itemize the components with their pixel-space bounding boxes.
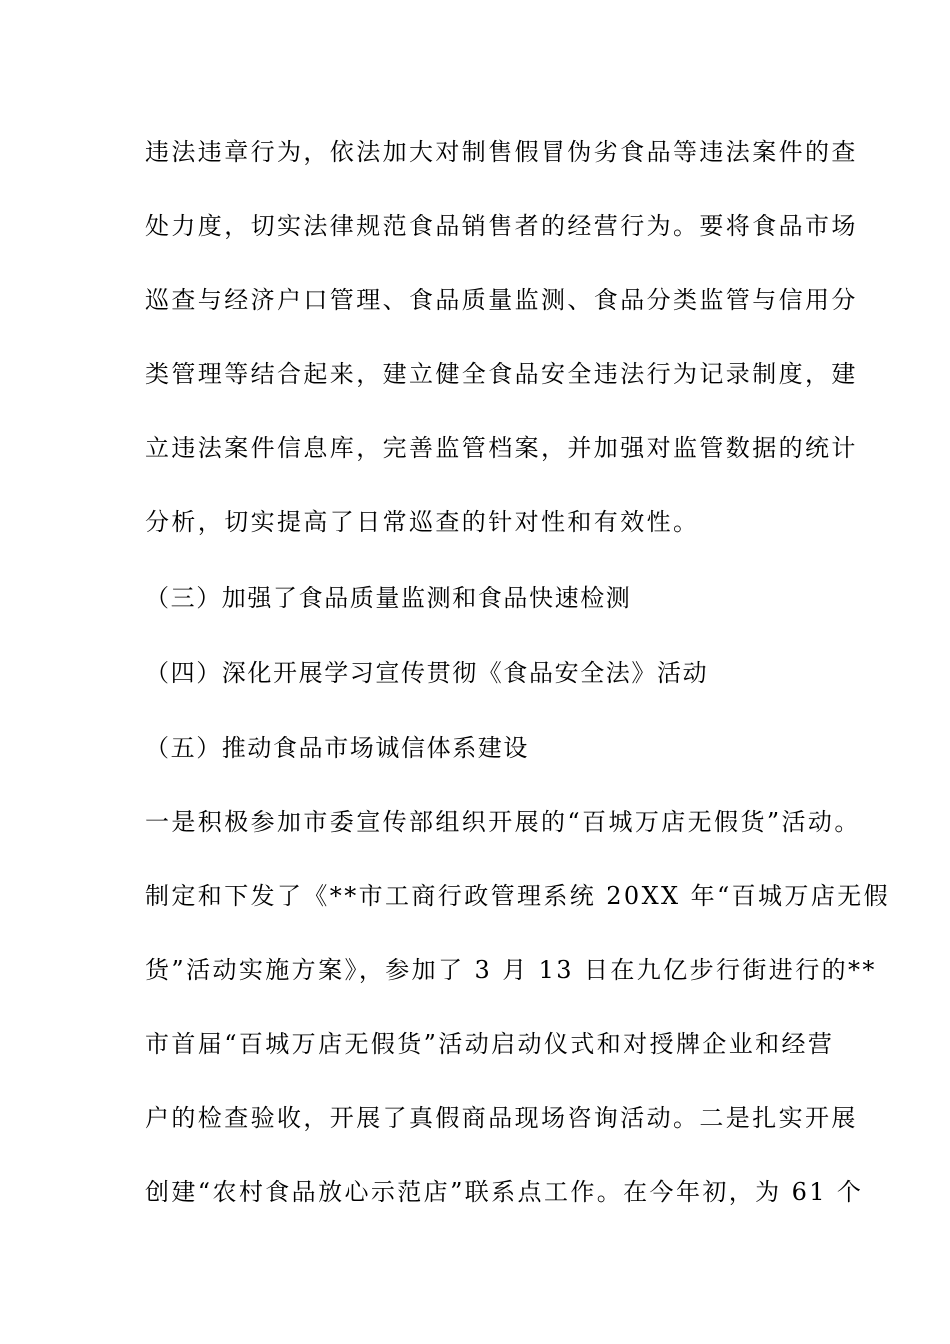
body-text-line: 违法违章行为，依法加大对制售假冒伪劣食品等违法案件的查 — [145, 138, 858, 166]
body-text-line: 分析，切实提高了日常巡查的针对性和有效性。 — [145, 508, 700, 536]
section-heading: （四）深化开展学习宣传贯彻《食品安全法》活动 — [145, 659, 709, 687]
body-text-line: 立违法案件信息库，完善监管档案，并加强对监管数据的统计 — [145, 434, 858, 462]
body-text-line: 巡查与经济户口管理、食品质量监测、食品分类监管与信用分 — [145, 286, 858, 314]
body-text-line: 市首届“百城万店无假货”活动启动仪式和对授牌企业和经营 — [145, 1030, 835, 1058]
body-text-line: 制定和下发了《**市工商行政管理系统 20XX 年“百城万店无假 — [145, 882, 891, 910]
body-text-line: 处力度，切实法律规范食品销售者的经营行为。要将食品市场 — [145, 212, 858, 240]
body-text-line: 一是积极参加市委宣传部组织开展的“百城万店无假货”活动。 — [145, 808, 861, 836]
body-text-line: 类管理等结合起来，建立健全食品安全违法行为记录制度，建 — [145, 360, 858, 388]
body-text-line: 户的检查验收，开展了真假商品现场咨询活动。二是扎实开展 — [145, 1104, 858, 1132]
body-text-line: 创建“农村食品放心示范店”联系点工作。在今年初，为 61 个 — [145, 1178, 864, 1206]
section-heading: （三）加强了食品质量监测和食品快速检测 — [145, 584, 632, 612]
section-heading: （五）推动食品市场诚信体系建设 — [145, 734, 529, 762]
body-text-line: 货”活动实施方案》，参加了 3 月 13 日在九亿步行街进行的** — [145, 956, 877, 984]
